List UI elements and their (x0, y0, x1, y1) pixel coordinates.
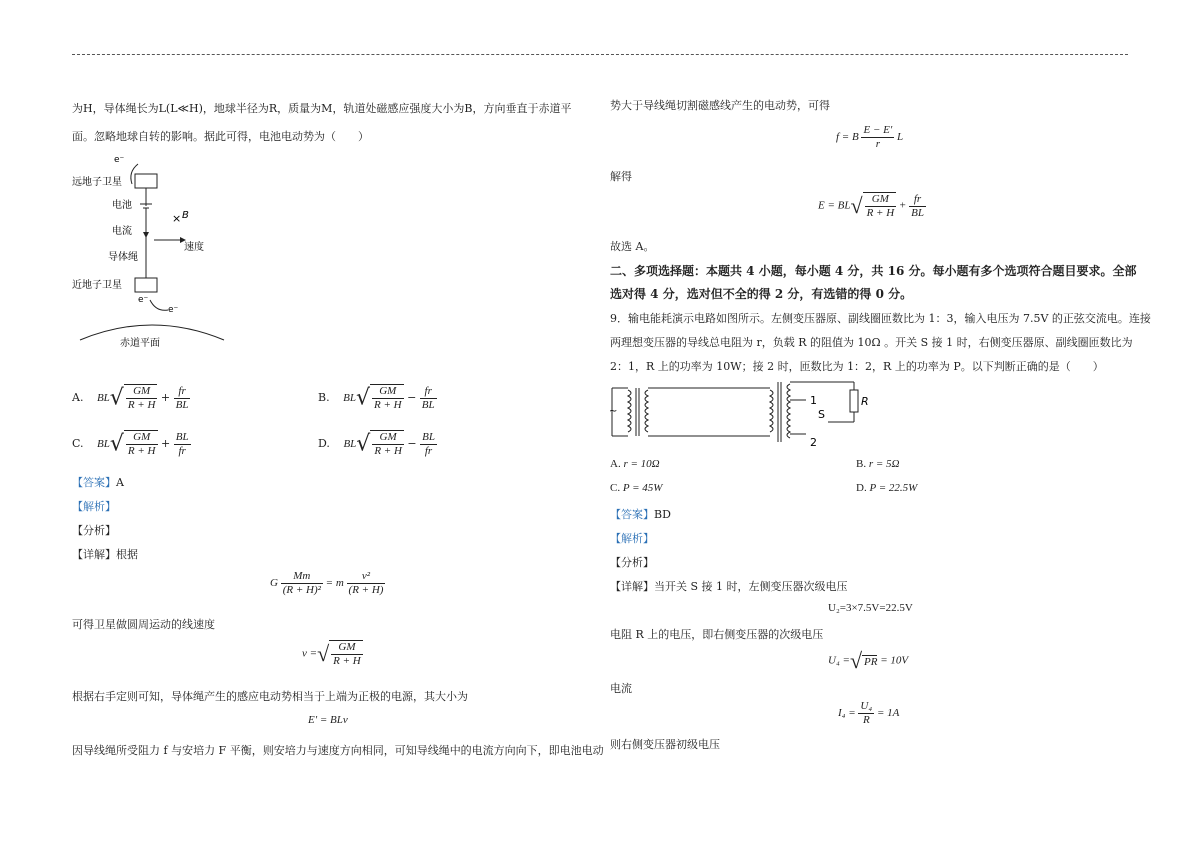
answer9-line: 【答案】BD (610, 508, 671, 521)
equation-gravity: G $\frac{Mm}{\text{(R + H)²}}$ = m $\frac{\text{v²}}{(R + H)}$ (270, 570, 384, 596)
section-heading: 二、多项选择题：本题共 4 小题，每小题 4 分，共 16 分。每小题有多个选项符合题目要求。全部 (610, 264, 1137, 278)
text-primary-voltage: 则右侧变压器初级电压 (610, 738, 720, 751)
text-solve: 解得 (610, 170, 632, 183)
equation-result: E = BL√ $\frac{GM}{R + H}$ + $\frac{fr}{BL}$ (818, 192, 924, 219)
analysis9-tag: 【解析】 (610, 532, 654, 545)
equation-u4: U₄ =√ PR = 10V (828, 648, 909, 673)
circuit-diagram (610, 378, 870, 450)
equation-i4: I₄ = $\frac{\text{U₄}}{R}$ = 1A (838, 700, 900, 726)
resistor-label: R (861, 395, 869, 408)
ac-source-symbol: ~ (609, 406, 618, 417)
text-right-hand-rule: 根据右手定则可知，导体绳产生的感应电动势相当于上端为正极的电源，其大小为 (72, 690, 468, 703)
equation-drag: f = B $\frac{E - E'}{r}$ L (836, 124, 904, 150)
text-current: 电流 (610, 682, 632, 695)
text-force-balance: 因导线绳所受阻力 f 与安培力 F 平衡，则安培力与速度方向相同，可知导线绳中的电流方向向下，即电池电动 (72, 744, 604, 757)
equation-u2: U₂=3×7.5V=22.5V (828, 602, 913, 614)
question-intro-line2: 面。忽略地球自转的影响。据此可得，电池电动势为（ ） (72, 130, 369, 143)
question-intro-line1: 为H，导体绳长为L(L≪H)，地球半径为R，质量为M，轨道处磁感应强度大小为B，方向垂直于赤道平 (72, 102, 572, 115)
magnetic-field-label: B (182, 210, 189, 221)
option-a[interactable]: A. BL√ $\frac{GM}{R + H}$ + $\frac{fr}{BL}$ (72, 384, 189, 411)
option-c[interactable]: C. BL√ $\frac{GM}{R + H}$ + $\frac{BL}{fr}$ (72, 430, 189, 457)
switch-label: S (818, 408, 825, 421)
detail-heading: 【详解】根据 (72, 548, 138, 561)
far-satellite-label: 远地子卫星 (72, 177, 122, 188)
analysis9-heading: 【分析】 (610, 556, 654, 569)
question9-line2: 两理想变压器的导线总电阻为 r，负载 R 的阻值为 10Ω 。开关 S 接 1 时，右侧变压器原、副线圈匝数比为 (610, 336, 1133, 349)
electron-label-side: e⁻ (168, 305, 179, 315)
equation-emf: E′ = BLv (308, 714, 348, 726)
option9-b[interactable]: B. r = 5Ω (856, 458, 900, 470)
header-rule (72, 54, 1128, 55)
option9-c[interactable]: C. P = 45W (610, 482, 663, 494)
near-satellite-label: 近地子卫星 (72, 280, 122, 291)
equator-plane-label: 赤道平面 (120, 338, 160, 349)
option9-a[interactable]: A. r = 10Ω (610, 458, 660, 470)
current-label: 电流 (112, 226, 132, 237)
option-d[interactable]: D. BL√ $\frac{GM}{R + H}$ − $\frac{BL}{fr}$ (318, 430, 435, 457)
battery-label: 电池 (112, 200, 132, 211)
question9-line1: 9．输电能耗演示电路如图所示。左侧变压器原、副线圈匝数比为 1：3，输入电压为 7.5V 的正弦交流电。连接 (610, 312, 1151, 325)
detail9-heading: 【详解】当开关 S 接 1 时，左侧变压器次级电压 (610, 580, 848, 593)
analysis-heading: 【分析】 (72, 524, 116, 537)
option9-d[interactable]: D. P = 22.5W (856, 482, 918, 494)
switch-terminal-1: 1 (810, 394, 817, 407)
rope-label: 导体绳 (108, 252, 138, 263)
analysis-tag: 【解析】 (72, 500, 116, 513)
section-heading-2: 选对得 4 分，选对但不全的得 2 分，有选错的得 0 分。 (610, 287, 913, 301)
magnetic-field-symbol: × (172, 212, 182, 225)
equation-speed: v =√ $\frac{GM}{R + H}$ (302, 641, 361, 667)
text-choose-a: 故选 A。 (610, 240, 655, 253)
velocity-label: 速度 (184, 242, 204, 253)
electron-label-bottom: e⁻ (138, 295, 149, 305)
text-linear-speed: 可得卫星做圆周运动的线速度 (72, 618, 215, 631)
text-voltage-r: 电阻 R 上的电压，即右侧变压器的次级电压 (610, 628, 824, 641)
switch-terminal-2: 2 (810, 436, 817, 449)
right-text-emf: 势大于导线绳切割磁感线产生的电动势，可得 (610, 99, 830, 112)
satellite-diagram (72, 150, 232, 350)
electron-label-top: e⁻ (114, 155, 125, 165)
option-b[interactable]: B. BL√ $\frac{GM}{R + H}$ − $\frac{fr}{BL}$ (318, 384, 435, 411)
answer-line: 【答案】A (72, 476, 124, 489)
question9-line3: 2：1，R 上的功率为 10W；接 2 时，匝数比为 1：2，R 上的功率为 P。以下判断正确的是（ ） (610, 360, 1104, 373)
